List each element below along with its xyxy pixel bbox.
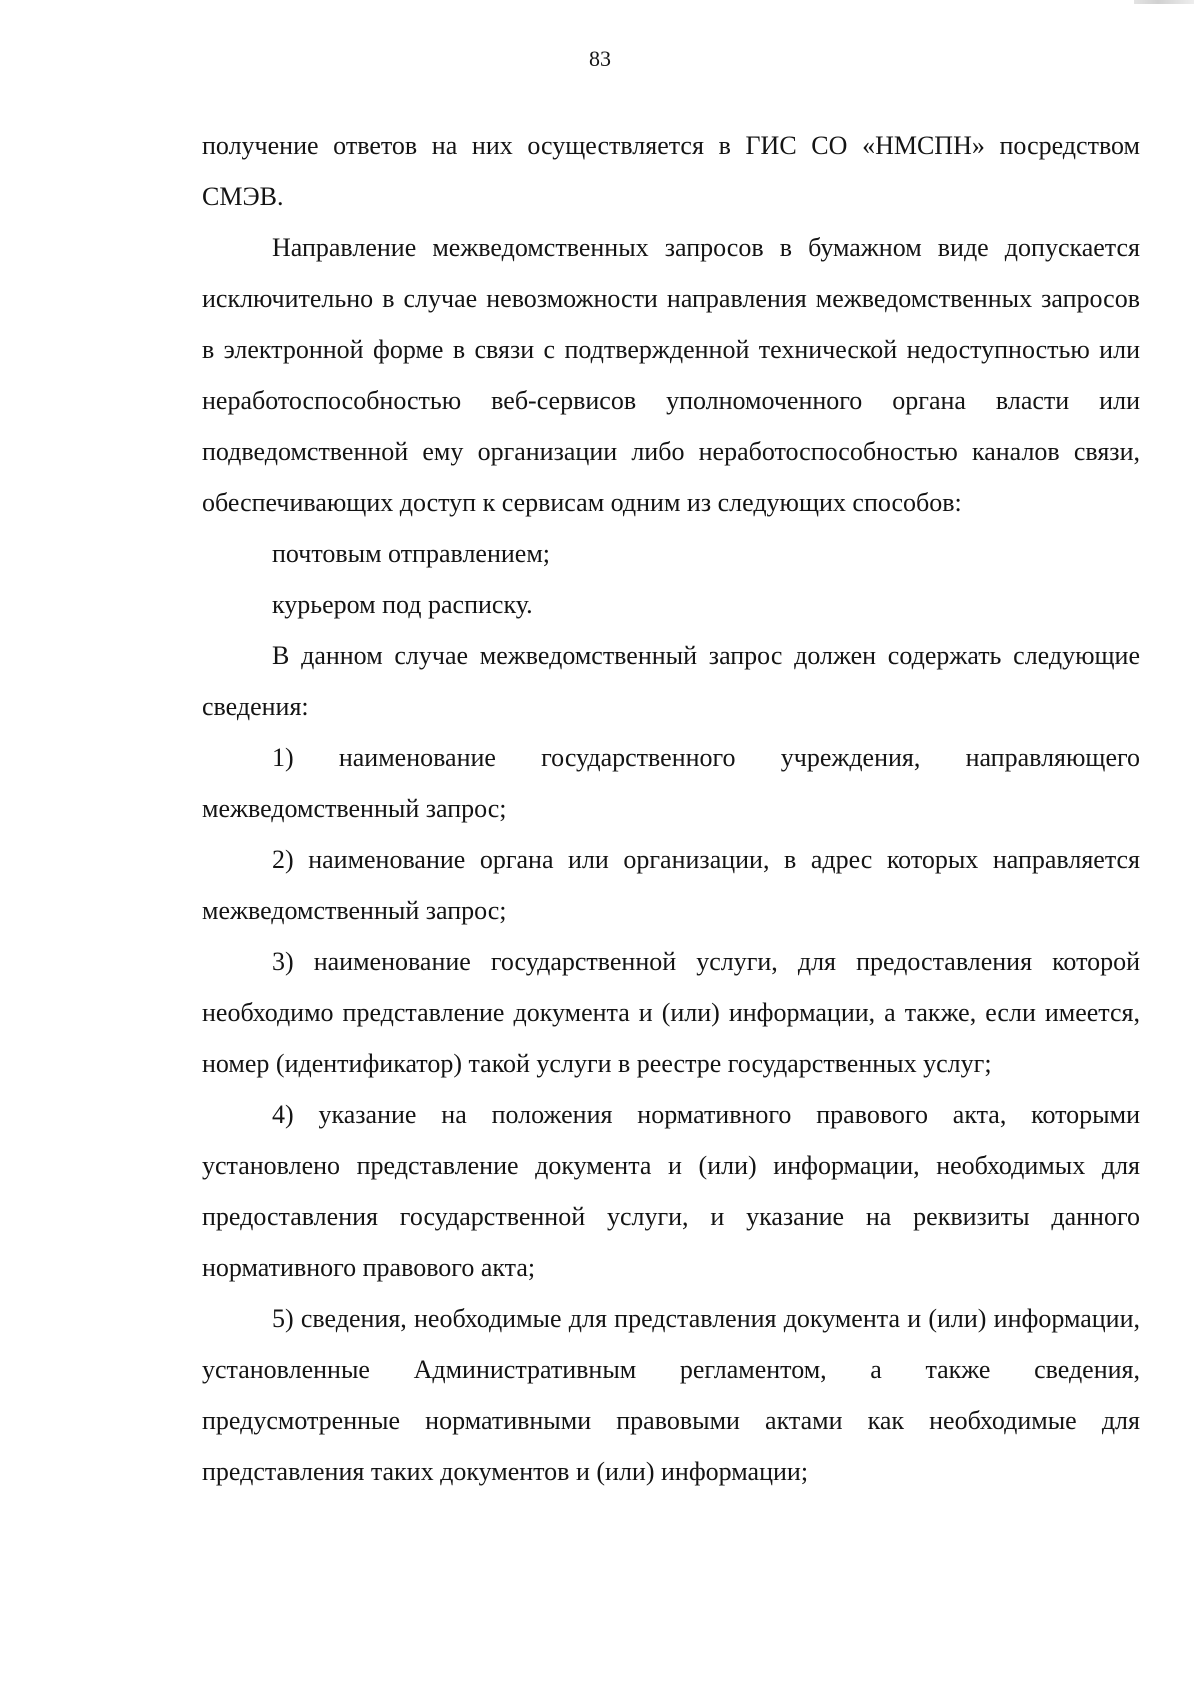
list-item-2: 2) наименование органа или организации, в адрес которых направляется межведомственный запрос; [202, 845, 1140, 925]
paragraph-method-post: почтовым отправлением; [272, 539, 551, 568]
list-item-3: 3) наименование государственной услуги, для предоставления которой необходимо представление документа и (или) информации, а также, если имеется, номер (идентификатор) такой услуги в реестре государственных услуг; [202, 947, 1140, 1078]
paragraph-method-courier: курьером под расписку. [272, 590, 533, 619]
scan-artifact [1134, 0, 1194, 4]
paragraph-continuation: получение ответов на них осуществляется в ГИС СО «НМСПН» посредством СМЭВ. [202, 131, 1140, 211]
list-item-1: 1) наименование государственного учреждения, направляющего межведомственный запрос; [202, 743, 1140, 823]
paragraph-request-contents-intro: В данном случае межведомственный запрос должен содержать следующие сведения: [202, 641, 1140, 721]
list-item-5: 5) сведения, необходимые для представления документа и (или) информации, установленные Административным регламентом, а также сведения, предусмотренные нормативными правовыми актами как необходимые для представления таких документов и (или) информации; [202, 1304, 1140, 1486]
document-body [202, 120, 1140, 1497]
list-item-4: 4) указание на положения нормативного правового акта, которыми установлено представление документа и (или) информации, необходимых для предоставления государственной услуги, и указание на реквизиты данного нормативного правового акта; [202, 1100, 1140, 1282]
paragraph-paper-requests: Направление межведомственных запросов в бумажном виде допускается исключительно в случае невозможности направления межведомственных запросов в электронной форме в связи с подтвержденной технической недоступностью или неработоспособностью веб-сервисов уполномоченного органа власти или подведомственной ему организации либо неработоспособностью каналов связи, обеспечивающих доступ к сервисам одним из следующих способов: [202, 233, 1140, 517]
page-number: 83 [589, 46, 611, 71]
